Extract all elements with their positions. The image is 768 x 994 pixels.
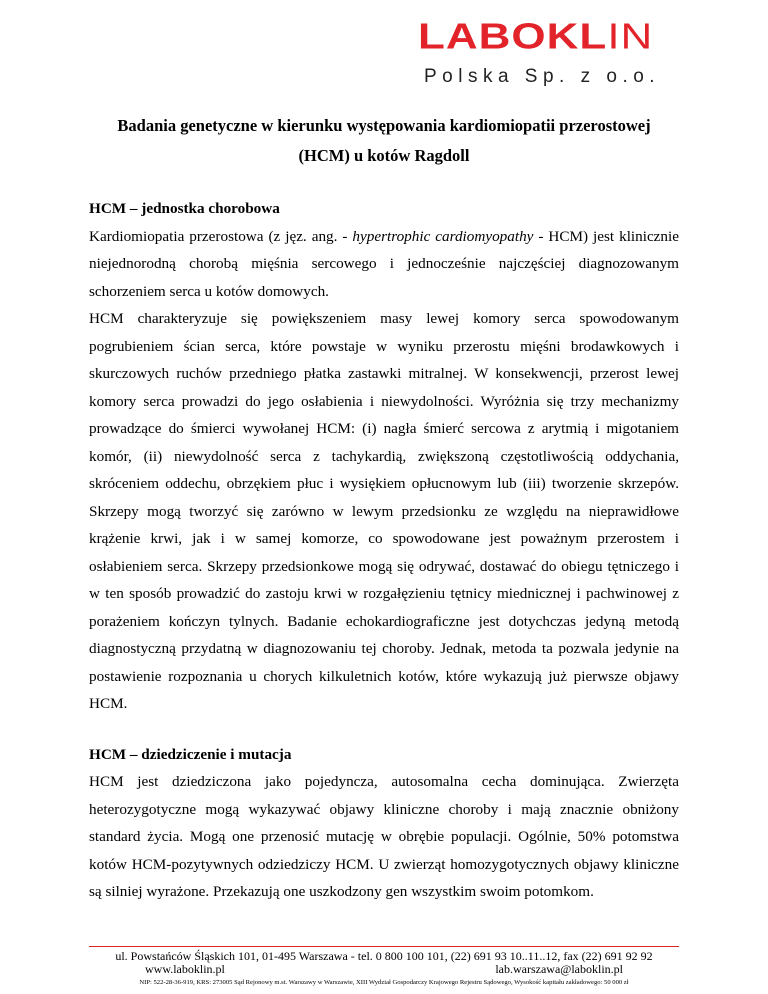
company-logo <box>418 16 678 90</box>
title-line-1: Badania genetyczne w kierunku występowania kardiomiopatii przerostowej <box>117 116 651 135</box>
paragraph-definition <box>89 223 679 306</box>
footer-address: ul. Powstańców Śląskich 101, 01-495 Warszawa - tel. 0 800 100 101, (22) 691 93 10..11..12, fax (22) 691 92 92 <box>115 949 653 963</box>
section-heading-inheritance: HCM – dziedziczenie i mutacja <box>89 745 292 763</box>
footer-divider <box>89 946 679 947</box>
logo-word-thin: IN <box>607 16 654 57</box>
section-heading-disease: HCM – jednostka chorobowa <box>89 200 280 217</box>
definition-text-start: Kardiomiopatia przerostowa (z jęz. ang. - <box>89 227 353 245</box>
footer-email-link[interactable]: lab.warszawa@laboklin.pl <box>495 962 623 976</box>
page-footer <box>40 950 728 988</box>
footer-legal-info: NIP: 522-28-36-919, KRS: 273005 Sąd Rejonowy m.st. Warszawy w Warszawie, XIII Wydział Gospodarczy Krajowego Rejestru Sądowego, Wysokość kapitału zakładowego: 50 000 zł <box>139 979 629 986</box>
footer-contacts <box>145 963 623 976</box>
definition-english-term: hypertrophic cardiomyopathy <box>352 227 534 245</box>
document-title <box>89 111 679 171</box>
paragraph-characteristics: HCM charakteryzuje się powiększeniem masy lewej komory serca spowodowanym pogrubieniem ścian serca, które powstaje w wyniku przerostu mięśni brodawkowych i skurczowych ruchów przedniego płatka zastawki mitralnej. W konsekwencji, przerost lewej komory serca prowadzi do jego osłabienia i niewydolności. Wyróżnia się trzy mechanizmy prowadzące do śmierci wywołanej HCM: (i) nagła śmierć sercowa z arytmią i migotaniem komór, (ii) niewydolność serca z tachykardią, zwiększoną częstotliwością oddychania, skróceniem oddechu, obrzękiem płuc i wysiękiem opłucnowym lub (iii) tworzenie skrzepów. Skrzepy mogą tworzyć się zarówno w lewym przedsionku ze względu na nieprawidłowe krążenie krwi, jak i w samej komorze, co spowodowane jest poważnym przerostem i osłabieniem serca. Skrzepy przedsionkowe mogą się odrywać, dostawać do obiegu tętniczego i w ten sposób prowadzić do zastoju krwi w rozgałęzieniu tętnicy miednicznej i pachwinowej z porażeniem kończyn tylnych. Badanie echokardiograficzne jest dotychczas jedyną metodą diagnostyczną przydatną w diagnozowaniu tej choroby. Jednak, metoda ta pozwala jedynie na postawienie rozpoznania u chorych kilkuletnich kotów, które wykazują już pierwsze objawy HCM. <box>89 310 679 712</box>
paragraph-inheritance: HCM jest dziedziczona jako pojedyncza, autosomalna cecha dominująca. Zwierzęta heterozygotyczne mogą wykazywać objawy kliniczne choroby i mają znacznie obniżony standard życia. Mogą one przenosić mutację w obrębie populacji. Ogólnie, 50% potomstwa kotów HCM-pozytywnych odziedziczy HCM. U zwierząt homozygotycznych objawy kliniczne są silniej wyrażone. Przekazują one uszkodzony gen wszystkim swoim potomkom. <box>89 773 679 900</box>
logo-subtitle: Polska Sp. z o.o. <box>424 66 661 87</box>
logo-word-main: LABOKL <box>418 16 608 57</box>
document-body <box>89 111 679 906</box>
logo-wordmark <box>418 16 678 57</box>
footer-website-link[interactable]: www.laboklin.pl <box>145 962 225 976</box>
definition-text-end: - HCM) jest klinicznie niejednorodną chorobą mięśnia sercowego i jednocześnie najczęściej diagnozowanym schorzeniem serca u kotów domowych. <box>89 227 679 300</box>
title-line-2: (HCM) u kotów Ragdoll <box>298 146 470 165</box>
